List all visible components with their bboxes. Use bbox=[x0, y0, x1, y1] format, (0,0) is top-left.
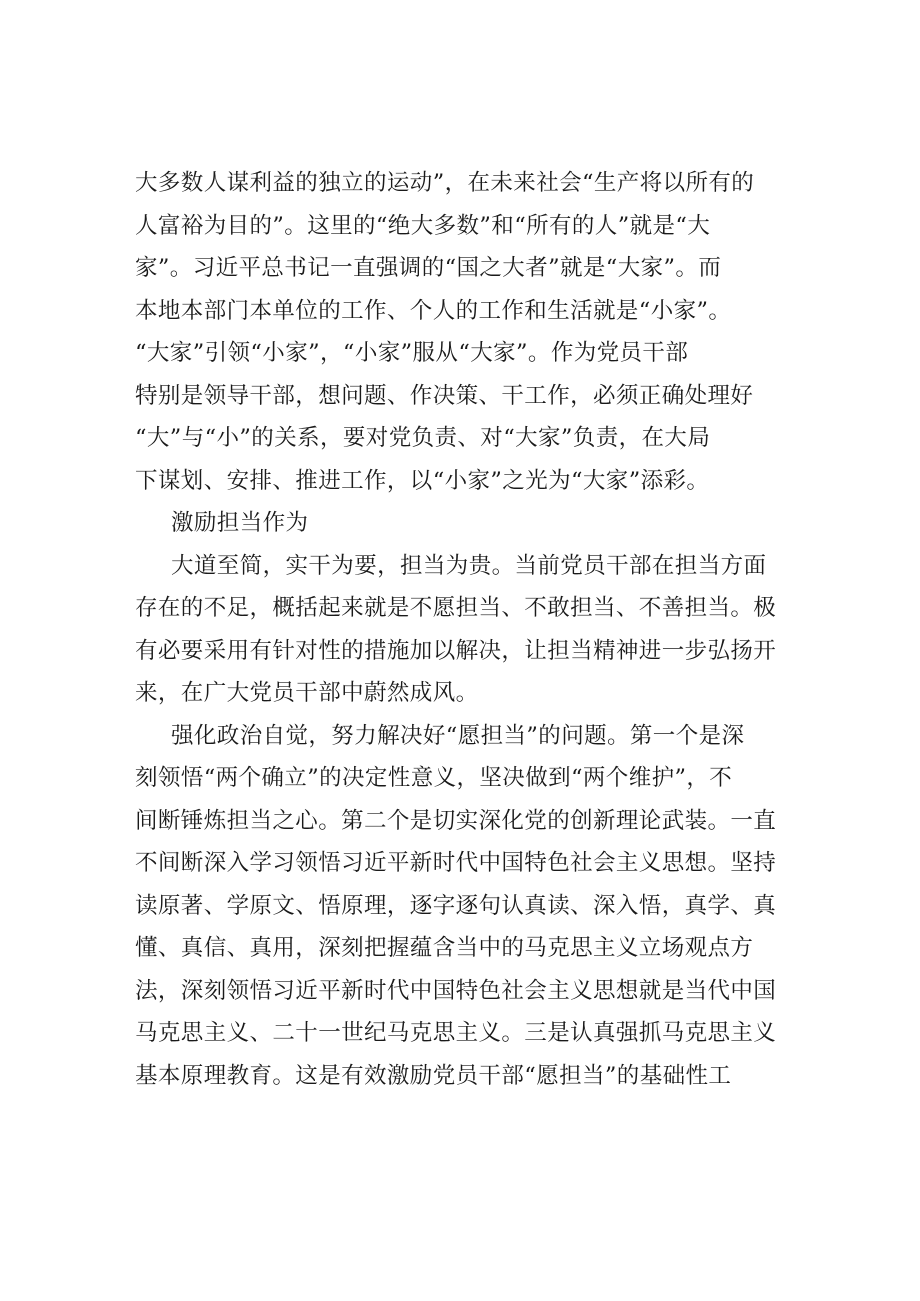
text-line: 本地本部门本单位的工作、个人的工作和生活就是“小家”。 bbox=[135, 297, 732, 324]
text-line: 法，深刻领悟习近平新时代中国特色社会主义思想就是当代中国 bbox=[135, 977, 777, 1004]
text-line: 下谋划、安排、推进工作，以“小家”之光为“大家”添彩。 bbox=[135, 467, 710, 494]
text-line: 家”。习近平总书记一直强调的“国之大者”就是“大家”。而 bbox=[135, 255, 722, 281]
text-line: 强化政治自觉，努力解决好“愿担当”的问题。第一个是深 bbox=[171, 722, 745, 749]
text-line: 大多数人谋利益的独立的运动”，在未来社会“生产将以所有的 bbox=[135, 170, 755, 196]
paragraph-2 bbox=[135, 545, 795, 715]
text-line: “大”与“小”的关系，要对党负责、对“大家”负责，在大局 bbox=[135, 425, 711, 451]
text-line: 有必要采用有针对性的措施加以解决，让担当精神进一步弘扬开 bbox=[135, 637, 777, 664]
text-line: 来，在广大党员干部中蔚然成风。 bbox=[135, 680, 479, 706]
section-heading bbox=[135, 502, 795, 545]
text-line: “大家”引领“小家”，“小家”服从“大家”。作为党员干部 bbox=[135, 340, 689, 366]
text-line: 人富裕为目的”。这里的“绝大多数”和“所有的人”就是“大 bbox=[135, 212, 711, 239]
text-line: 马克思主义、二十一世纪马克思主义。三是认真强抓马克思主义 bbox=[135, 1020, 777, 1046]
text-line: 懂、真信、真用，深刻把握蕴含当中的马克思主义立场观点方 bbox=[135, 935, 754, 961]
text-line: 存在的不足，概括起来就是不愿担当、不敢担当、不善担当。极 bbox=[135, 595, 777, 621]
section-heading-text: 激励担当作为 bbox=[171, 510, 309, 536]
text-line: 刻领悟“两个确立”的决定性意义，坚决做到“两个维护”，不 bbox=[135, 765, 733, 791]
text-line: 不间断深入学习领悟习近平新时代中国特色社会主义思想。坚持 bbox=[135, 850, 777, 876]
text-line: 读原著、学原文、悟原理，逐字逐句认真读、深入悟，真学、真 bbox=[135, 892, 777, 919]
paragraph-3 bbox=[135, 715, 795, 1098]
text-line: 间断锤炼担当之心。第二个是切实深化党的创新理论武装。一直 bbox=[135, 807, 777, 834]
paragraph-1 bbox=[135, 162, 795, 502]
text-line: 特别是领导干部，想问题、作决策、干工作，必须正确处理好 bbox=[135, 382, 754, 409]
text-line: 大道至简，实干为要，担当为贵。当前党员干部在担当方面 bbox=[171, 552, 767, 579]
document-body bbox=[135, 162, 795, 1097]
text-line: 基本原理教育。这是有效激励党员干部“愿担当”的基础性工 bbox=[135, 1062, 732, 1089]
